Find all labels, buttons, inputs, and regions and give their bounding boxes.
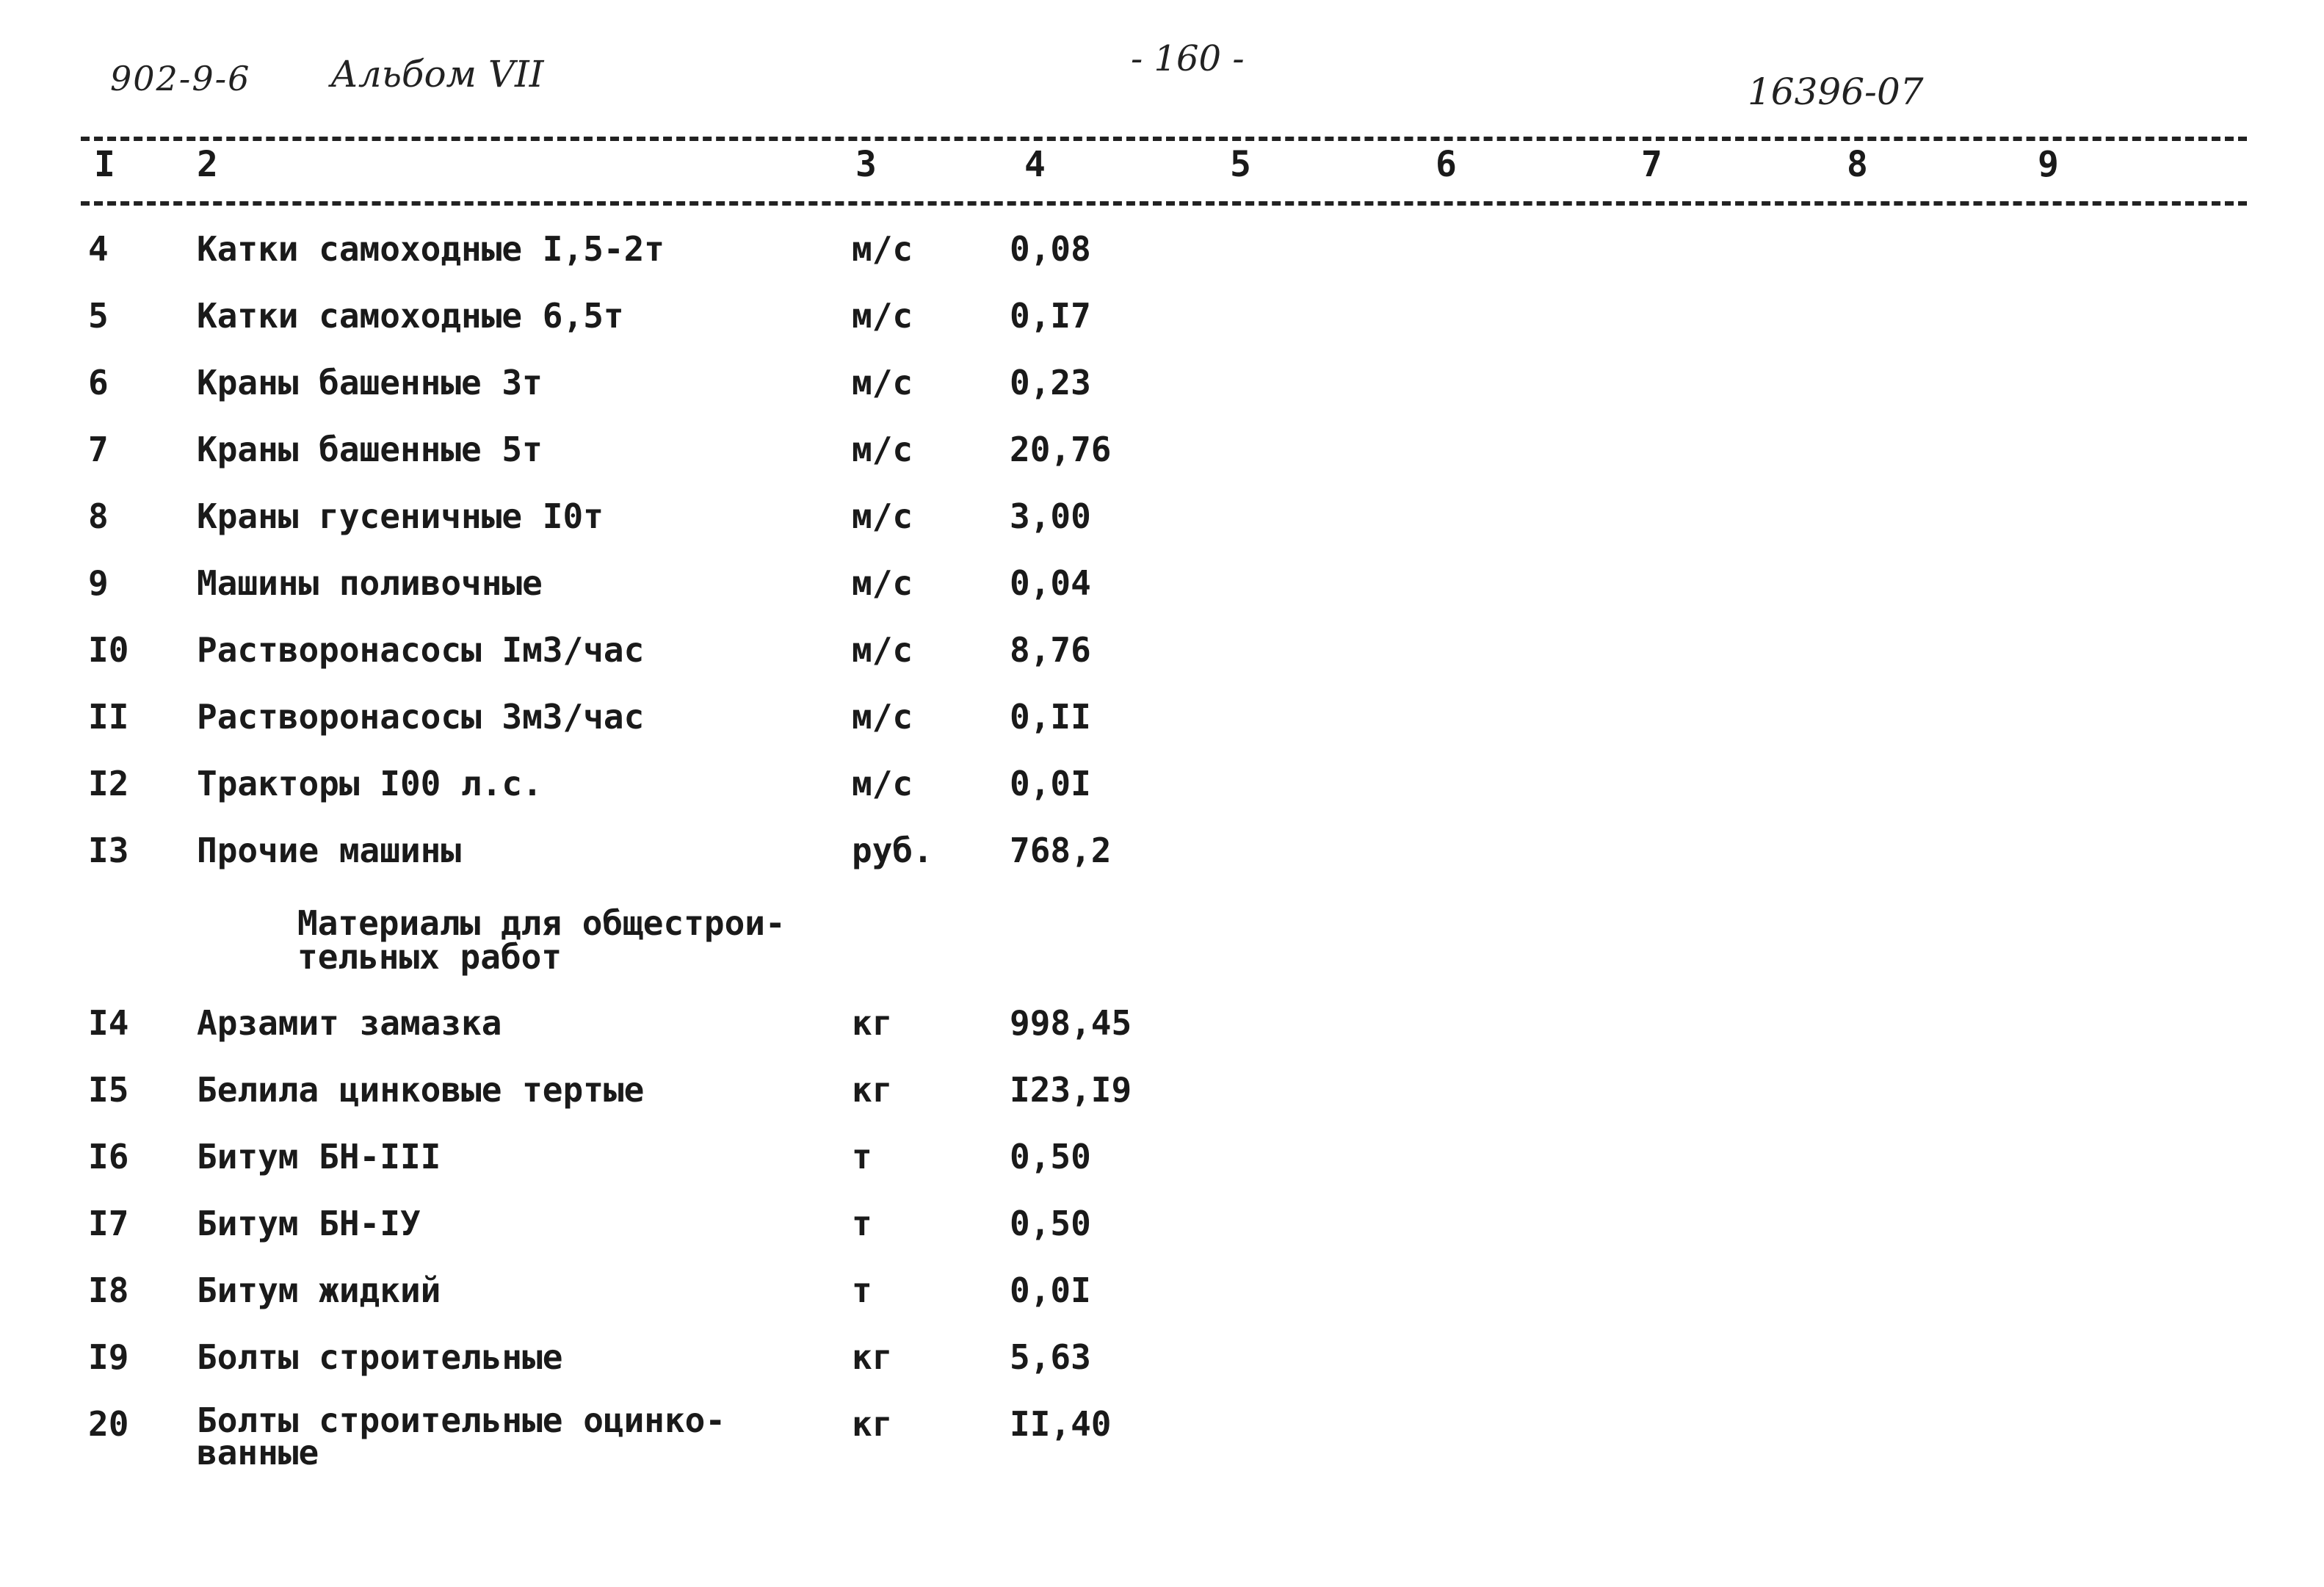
row-number: 7 <box>88 430 109 469</box>
row-name: Прочие машины <box>197 831 462 870</box>
row-unit: кг <box>852 1070 893 1110</box>
row-unit: м/с <box>852 296 913 336</box>
row-number: 5 <box>88 296 109 336</box>
row-unit: м/с <box>852 697 913 737</box>
row-name: Арзамит замазка <box>197 1003 502 1043</box>
row-name: Краны башенные 3т <box>197 363 543 402</box>
column-header-7: 7 <box>1641 144 1662 185</box>
row-value: 0,04 <box>1010 563 1091 603</box>
row-unit: м/с <box>852 630 913 670</box>
row-value: 8,76 <box>1010 630 1091 670</box>
row-value: II,40 <box>1010 1404 1112 1444</box>
row-name: Растворонасосы Iм3/час <box>197 630 645 670</box>
column-header-6: 6 <box>1436 144 1457 185</box>
column-header-8: 8 <box>1847 144 1868 185</box>
row-number: I0 <box>88 630 129 670</box>
row-value: 0,0I <box>1010 764 1091 803</box>
row-number: 9 <box>88 563 109 603</box>
row-number: I9 <box>88 1337 129 1377</box>
row-name: Краны гусеничные I0т <box>197 496 604 536</box>
row-value: 0,I7 <box>1010 296 1091 336</box>
album-label: Альбом VII <box>330 53 544 95</box>
row-number: II <box>88 697 129 737</box>
row-value: 0,08 <box>1010 229 1091 269</box>
row-number: I5 <box>88 1070 129 1110</box>
column-header-1: I <box>94 144 115 185</box>
column-header-5: 5 <box>1230 144 1251 185</box>
row-unit: м/с <box>852 430 913 469</box>
row-value: 5,63 <box>1010 1337 1091 1377</box>
row-name: Растворонасосы 3м3/час <box>197 697 645 737</box>
row-value: 0,II <box>1010 697 1091 737</box>
row-unit: м/с <box>852 363 913 402</box>
row-value: I23,I9 <box>1010 1070 1132 1110</box>
row-number: I6 <box>88 1137 129 1176</box>
row-value: 998,45 <box>1010 1003 1132 1043</box>
header-rule-top <box>81 137 2247 141</box>
row-unit: м/с <box>852 496 913 536</box>
row-value: 20,76 <box>1010 430 1112 469</box>
row-unit: м/с <box>852 563 913 603</box>
row-name: Краны башенные 5т <box>197 430 543 469</box>
row-name: Белила цинковые тертые <box>197 1070 645 1110</box>
row-number: 8 <box>88 496 109 536</box>
row-name: Битум БН-III <box>197 1137 441 1176</box>
row-number: I4 <box>88 1003 129 1043</box>
row-number: I2 <box>88 764 129 803</box>
column-header-3: 3 <box>855 144 877 185</box>
row-name: Катки самоходные 6,5т <box>197 296 624 336</box>
column-header-4: 4 <box>1024 144 1046 185</box>
row-value: 0,0I <box>1010 1270 1091 1310</box>
row-unit: кг <box>852 1337 893 1377</box>
row-number: I7 <box>88 1204 129 1243</box>
row-unit: м/с <box>852 229 913 269</box>
row-value: 768,2 <box>1010 831 1112 870</box>
row-name: Битум БН-IУ <box>197 1204 421 1243</box>
row-number: I8 <box>88 1270 129 1310</box>
row-unit: т <box>852 1204 872 1243</box>
row-number: 4 <box>88 229 109 269</box>
document-number: 16396-07 <box>1748 71 1924 113</box>
row-name: Катки самоходные I,5-2т <box>197 229 665 269</box>
section-title: Материалы для общестрои- тельных работ <box>297 903 786 977</box>
document-code: 902-9-6 <box>110 59 251 98</box>
row-name: Машины поливочные <box>197 563 543 603</box>
row-value: 0,23 <box>1010 363 1091 402</box>
row-number: I3 <box>88 831 129 870</box>
column-header-9: 9 <box>2038 144 2059 185</box>
column-header-2: 2 <box>197 144 218 185</box>
row-name: Тракторы I00 л.с. <box>197 764 543 803</box>
row-unit: т <box>852 1270 872 1310</box>
row-name: Болты строительные <box>197 1337 563 1377</box>
row-number: 20 <box>88 1404 129 1444</box>
page-number: - 160 - <box>1131 38 1245 79</box>
row-unit: м/с <box>852 764 913 803</box>
row-value: 0,50 <box>1010 1137 1091 1176</box>
row-unit: кг <box>852 1003 893 1043</box>
row-name: Битум жидкий <box>197 1270 441 1310</box>
header-rule-bottom <box>81 201 2247 206</box>
row-unit: руб. <box>852 831 933 870</box>
row-value: 0,50 <box>1010 1204 1091 1243</box>
row-unit: кг <box>852 1404 893 1444</box>
row-unit: т <box>852 1137 872 1176</box>
row-number: 6 <box>88 363 109 402</box>
row-name: Болты строительные оцинко- ванные <box>197 1400 726 1472</box>
row-value: 3,00 <box>1010 496 1091 536</box>
